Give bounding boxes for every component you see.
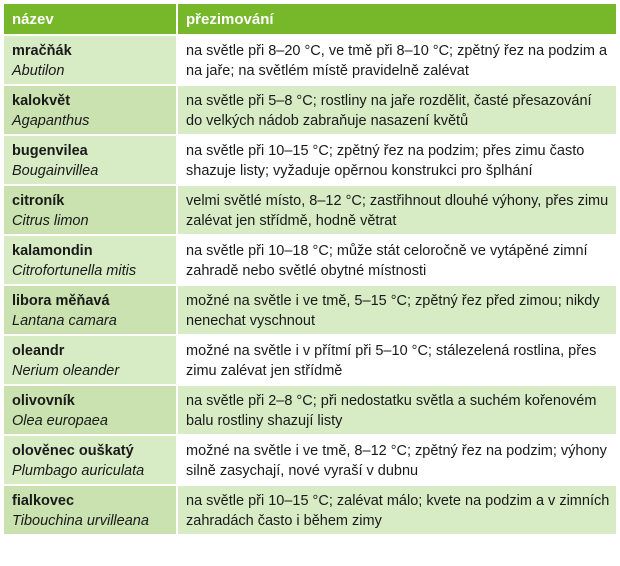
- table-row: [4, 336, 616, 386]
- plant-name-cell: [4, 186, 176, 236]
- plant-latin-name: Lantana camara: [12, 313, 117, 329]
- column-header-wintering: přezimování: [176, 4, 616, 36]
- wintering-instructions-cell: možné na světle i ve tmě, 5–15 °C; zpětný řez před zimou; nikdy nenechat vyschnout: [176, 286, 616, 336]
- wintering-instructions-cell: na světle při 10–18 °C; může stát celoročně ve vytápěné zimní zahradě nebo světlé obytné místnosti: [176, 236, 616, 286]
- table-row: [4, 436, 616, 486]
- table-row: [4, 86, 616, 136]
- plant-latin-name: Abutilon: [12, 63, 65, 79]
- plant-latin-name: Nerium oleander: [12, 363, 120, 379]
- plant-czech-name: kalokvět: [12, 93, 71, 109]
- table-row: [4, 136, 616, 186]
- wintering-instructions-cell: na světle při 2–8 °C; při nedostatku světla a suchém kořenovém balu rostliny shazují listy: [176, 386, 616, 436]
- plant-wintering-table: [4, 4, 616, 536]
- plant-name-cell: [4, 86, 176, 136]
- plant-czech-name: oleandr: [12, 343, 65, 359]
- column-header-name: název: [4, 4, 176, 36]
- table-row: [4, 486, 616, 536]
- plant-czech-name: bugenvilea: [12, 143, 88, 159]
- plant-czech-name: olivovník: [12, 393, 75, 409]
- table-header-row: [4, 4, 616, 36]
- plant-latin-name: Tibouchina urvilleana: [12, 513, 149, 529]
- plant-czech-name: olověnec ouškatý: [12, 443, 134, 459]
- plant-name-cell: [4, 336, 176, 386]
- plant-wintering-table-wrapper: [4, 4, 616, 536]
- wintering-instructions-cell: na světle při 10–15 °C; zalévat málo; kvete na podzim a v zimních zahradách často i během zimy: [176, 486, 616, 536]
- plant-czech-name: fialkovec: [12, 493, 75, 509]
- wintering-instructions-cell: na světle při 10–15 °C; zpětný řez na podzim; přes zimu často shazuje listy; vyžaduje opěrnou konstrukci pro šplhání: [176, 136, 616, 186]
- plant-name-cell: [4, 136, 176, 186]
- wintering-instructions-cell: na světle při 5–8 °C; rostliny na jaře rozdělit, časté přesazování do velkých nádob zabraňuje nasazení květů: [176, 86, 616, 136]
- table-row: [4, 186, 616, 236]
- plant-name-cell: [4, 436, 176, 486]
- plant-name-cell: [4, 386, 176, 436]
- plant-name-cell: [4, 36, 176, 86]
- plant-latin-name: Agapanthus: [12, 113, 90, 129]
- wintering-instructions-cell: možné na světle i v přítmí při 5–10 °C; stálezelená rostlina, přes zimu zalévat jen střídmě: [176, 336, 616, 386]
- plant-name-cell: [4, 286, 176, 336]
- wintering-instructions-cell: na světle při 8–20 °C, ve tmě při 8–10 °C; zpětný řez na podzim a na jaře; na světlém místě pravidelně zalévat: [176, 36, 616, 86]
- plant-czech-name: mračňák: [12, 43, 72, 59]
- plant-latin-name: Plumbago auriculata: [12, 463, 145, 479]
- plant-latin-name: Citrofortunella mitis: [12, 263, 137, 279]
- plant-czech-name: kalamondin: [12, 243, 93, 259]
- table-row: [4, 286, 616, 336]
- table-row: [4, 386, 616, 436]
- table-body: [4, 36, 616, 536]
- plant-czech-name: libora měňavá: [12, 293, 110, 309]
- table-row: [4, 36, 616, 86]
- table-row: [4, 236, 616, 286]
- wintering-instructions-cell: možné na světle i ve tmě, 8–12 °C; zpětný řez na podzim; výhony silně zasychají, nové vyraší v dubnu: [176, 436, 616, 486]
- plant-name-cell: [4, 486, 176, 536]
- plant-latin-name: Olea europaea: [12, 413, 108, 429]
- plant-czech-name: citroník: [12, 193, 65, 209]
- plant-latin-name: Bougainvillea: [12, 163, 99, 179]
- wintering-instructions-cell: velmi světlé místo, 8–12 °C; zastřihnout dlouhé výhony, přes zimu zalévat jen střídmě, hodně větrat: [176, 186, 616, 236]
- plant-latin-name: Citrus limon: [12, 213, 89, 229]
- plant-name-cell: [4, 236, 176, 286]
